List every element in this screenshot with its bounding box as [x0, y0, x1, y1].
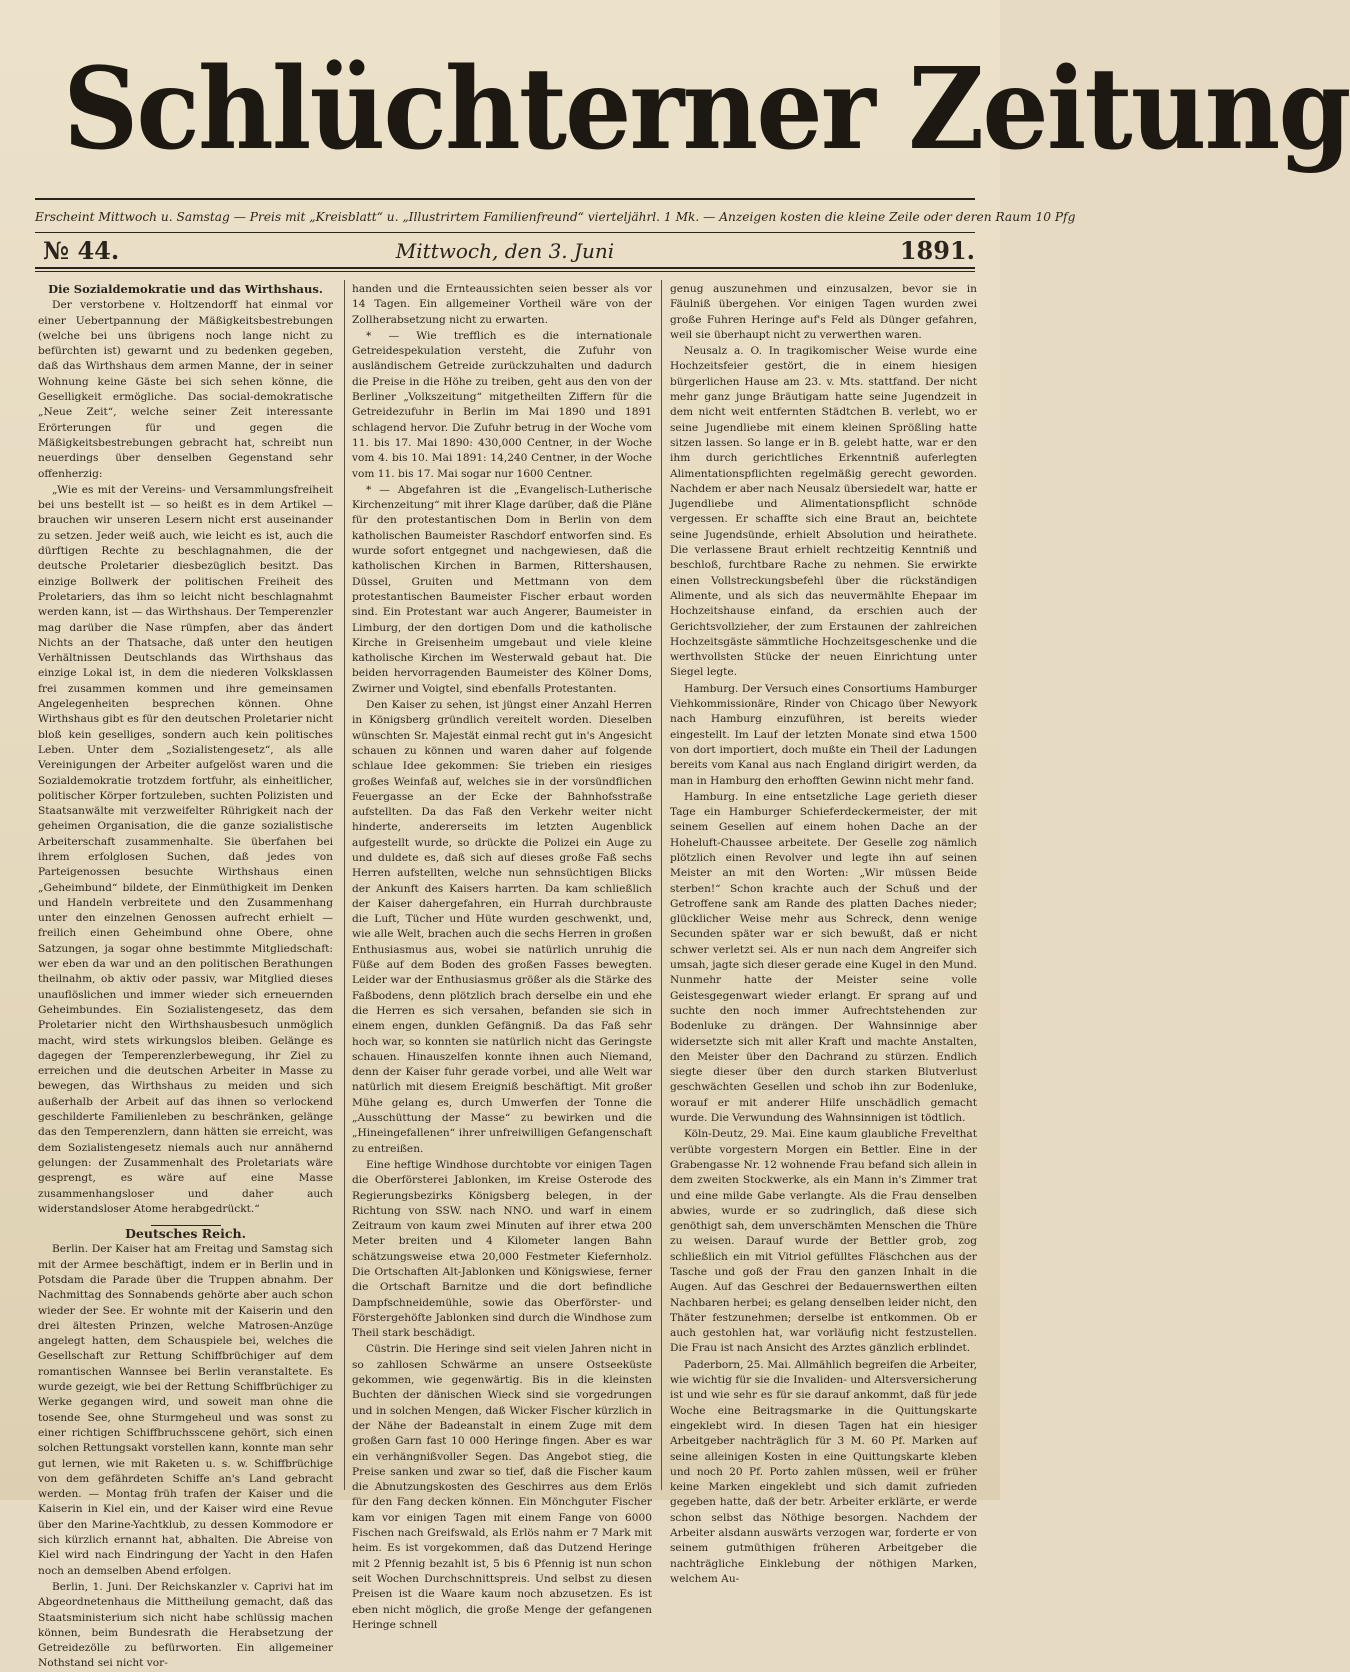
column-divider	[344, 280, 345, 1490]
article-paragraph: handen und die Ernteaussichten seien besser als vor 14 Tagen. Ein allgemeiner Vortheil wäre von der Zollherabsetzung nicht zu erwarten.	[352, 283, 652, 326]
section-heading: Deutsches Reich.	[125, 1226, 246, 1242]
dateline	[35, 236, 975, 266]
article-headline: Die Sozialdemokratie und das Wirthshaus.	[48, 282, 323, 296]
article-paragraph: Hamburg. Der Versuch eines Consortiums Hamburger Viehkommissionäre, Rinder von Chicago über Newyork nach Hamburg einzuführen, ist bereits wieder eingestellt. Im Lauf der letzten Monate sind etwa 1500 von dort importiert, doch mußte ein Theil der Ladungen bereits vom Kanal aus nach England dirigirt werden, da man in Hamburg den erhofften Gewinn nicht mehr fand.	[670, 682, 977, 787]
masthead-rule	[35, 198, 975, 200]
dateline-rule	[35, 267, 975, 269]
article-paragraph: Der verstorbene v. Holtzendorff hat einmal vor einer Uebertpannung der Mäßigkeitsbestrebungen (welche bei uns übrigens noch lange nicht zu befürchten ist) gewarnt und zu bedenken gegeben, daß das Wirthshaus dem armen Manne, der in seiner Wohnung keine Gäste bei sich sehen könne, die Geselligkeit ermögliche. Das social-demokratische „Neue Zeit“, welche seiner Zeit interessante Erörterungen für und gegen die Mäßigkeitsbestrebungen gebracht hat, schreibt nun neuerdings über denselben Gegenstand sehr offenherzig:	[38, 299, 333, 480]
article-paragraph: Cüstrin. Die Heringe sind seit vielen Jahren nicht in so zahllosen Schwärme an unsere Ostseeküste gekommen, wie gegenwärtig. Bis in die kleinsten Buchten der dänischen Wieck sind sie vorgedrungen und in solchen Mengen, daß Wicker Fischer kürzlich in der Nähe der Badeanstalt in einem Zuge mit dem großen Garn fast 10 000 Heringe fingen. Aber es war ein verhängnißvoller Segen. Das Angebot stieg, die Preise sanken und zwar so tief, daß die Fischer kaum die Abnutzungskosten des Geschirres aus dem Erlös für den Fang decken können. Ein Mönchguter Fischer kam vor einigen Tagen mit einem Fange von 6000 Fischen nach Greifswald, als Erlös nahm er 7 Mark mit heim. Es ist vorgekommen, daß das Dutzend Heringe mit 2 Pfennig bezahlt ist, 5 bis 6 Pfennig ist nun schon seit Wochen Durchschnittspreis. Und selbst zu diesen Preisen ist die Waare kaum noch abzusetzen. Es ist eben nicht möglich, die große Menge der gefangenen Heringe schnell	[352, 1343, 652, 1631]
article-paragraph: Köln-Deutz, 29. Mai. Eine kaum glaubliche Frevelthat verübte vorgestern Morgen ein Bettler. Eine in der Grabengasse Nr. 12 wohnende Frau befand sich allein in dem zweiten Stockwerke, als ein Mann in's Zimmer trat und eine milde Gabe verlangte. Als die Frau denselben abwies, wurde er so zudringlich, daß diese sich genöthigt sah, dem unverschämten Menschen die Thüre zu weisen. Darauf wurde der Bettler grob, zog schließlich ein mit Vitriol gefülltes Fläschchen aus der Tasche und goß der Frau den ganzen Inhalt in die Augen. Auf das Geschrei der Bedauernswerthen eilten Nachbaren herbei; es gelang denselben leider nicht, den Thäter festzunehmen; derselbe ist entkommen. Ob er auch gestohlen hat, war vorläufig nicht festzustellen. Die Frau ist nach Ansicht des Arztes gänzlich erblindet.	[670, 1128, 977, 1355]
article-paragraph: Eine heftige Windhose durchtobte vor einigen Tagen die Oberförsterei Jablonken, im Kreise Osterode des Regierungsbezirks Königsberg belegen, in der Richtung von SSW. nach NNO. und warf in einem Zeitraum von kaum zwei Minuten auf ihrer etwa 200 Meter breiten und 4 Kilometer langen Bahn schätzungsweise etwa 20,000 Festmeter Kiefernholz. Die Ortschaften Alt-Jablonken und Königswiese, ferner die Ortschaft Barnitze und die dort befindliche Dampfschneidemühle, sowie das Oberförster- und Förstergehöfte Jablonken sind durch die Windhose zum Theil stark beschädigt.	[352, 1158, 652, 1340]
article-paragraph: Hamburg. In eine entsetzliche Lage gerieth dieser Tage ein Hamburger Schieferdeckermeister, der mit seinem Gesellen auf einem hohen Dache an der Hoheluft-Chaussee arbeitete. Der Geselle zog nämlich plötzlich einen Revolver und legte ihn auf seinen Meister an mit den Worten: „Wir müssen Beide sterben!“ Schon krachte auch der Schuß und der Getroffene sank am Rande des platten Daches nieder; glücklicher Weise mehr aus Schreck, denn wenige Secunden später war er sich bewußt, daß er nicht schwer verletzt sei. Als er nun nach dem Angreifer sich umsah, jagte sich dieser gerade eine Kugel in den Mund. Nunmehr hatte der Meister seine volle Geistesgegenwart wieder erlangt. Er sprang auf und suchte den noch immer Aufrechtstehenden zur Bodenluke zu drängen. Der Wahnsinnige aber widersetzte sich mit aller Kraft und machte Anstalten, den Meister über den Dachrand zu stürzen. Endlich siegte dieser über den durch starken Blutverlust geschwächten Gesellen und schob ihn zur Bodenluke, worauf er mit anderer Hilfe unschädlich gemacht wurde. Die Verwundung des Wahnsinnigen ist tödtlich.	[670, 790, 977, 1125]
subscription-info-line: Erscheint Mittwoch u. Samstag — Preis mit „Kreisblatt“ u. „Illustrirtem Familienfreund“ vierteljährl. 1 Mk. — Anzeigen kosten die kleine Zeile oder deren Raum 10 Pfg	[35, 210, 1076, 224]
article-paragraph: Den Kaiser zu sehen, ist jüngst einer Anzahl Herren in Königsberg gründlich vereitelt worden. Dieselben wünschten Sr. Majestät einmal recht gut in's Angesicht schauen zu können und waren daher auf folgende schlaue Idee gekommen: Sie trieben ein riesiges großes Weinfaß auf, welches sie in der vorsündflichen Feuergasse an der Ecke der Bahnhofsstraße aufstellten. Da das Faß den Verkehr weiter nicht hinderte, andererseits im letzten Augenblick aufgestellt wurde, so drückte die Polizei ein Auge zu und duldete es, daß sich auf dieses große Faß sechs Herren aufstellten, welche nun sehnsüchtigen Blicks der Ankunft des Kaisers harrten. Da kam schließlich der Kaiser dahergefahren, ein Hurrah durchbrauste die Luft, Tücher und Hüte wurden geschwenkt, und, wie alle Welt, brachen auch die sechs Herren in großen Enthusiasmus aus, wobei sie natürlich unruhig die Füße auf dem Boden des großen Fasses bewegten. Leider war der Enthusiasmus größer als die Stärke des Faßbodens, denn plötzlich brach derselbe ein und ehe die Herren es sich versahen, befanden sie sich in einem engen, dunklen Gefängniß. Da das Faß sehr hoch war, so konnten sie natürlich nicht das Geringste schauen. Hinauszelfen konnte ihnen auch Niemand, denn der Kaiser fuhr gerade vorbei, und alle Welt war natürlich mit diesem Ereigniß beschäftigt. Mit großer Mühe gelang es, durch Umwerfen der Tonne die „Ausschüttung der Masse“ zu bewirken und die „Hineingefallenen“ ihrer unfreiwilligen Gefangenschaft zu entreißen.	[352, 699, 652, 1155]
column-2	[352, 282, 652, 1631]
article-paragraph: * — Wie trefflich es die internationale Getreidespekulation versteht, die Zufuhr von ausländischem Getreide zurückzuhalten und dadurch die Preise in die Höhe zu treiben, geht aus den von der Berliner „Volkszeitung“ mitgetheilten Ziffern für die Getreidezufuhr in Berlin im Mai 1890 und 1891 schlagend hervor. Die Zufuhr betrug in der Woche vom 11. bis 17. Mai 1890: 430,000 Centner, in der Woche vom 4. bis 10. Mai 1891: 14,240 Centner, in der Woche vom 11. bis 17. Mai sogar nur 1600 Centner.	[352, 329, 652, 480]
article-paragraph: Paderborn, 25. Mai. Allmählich begreifen die Arbeiter, wie wichtig für sie die Invaliden- und Altersversicherung ist und wie sehr es für sie darauf ankommt, daß für jede Woche eine Beitragsmarke in die Quittungskarte eingeklebt wird. In diesen Tagen hat ein hiesiger Arbeitgeber nachträglich für 3 M. 60 Pf. Marken auf seine alleinigen Kosten in eine Quittungskarte kleben und noch 20 Pf. Porto zahlen müssen, weil er früher keine Marken eingeklebt und sich damit zufrieden gegeben hatte, daß der betr. Arbeiter erklärte, er werde schon selbst das Nöthige besorgen. Nachdem der Arbeiter alsdann auswärts verzogen war, forderte er von seinem gutmüthigen früheren Arbeitgeber die nachträgliche Einklebung der nöthigen Marken, welchem Au-	[670, 1358, 977, 1585]
dateline-rule-thin	[35, 271, 975, 272]
info-rule	[35, 232, 975, 233]
column-divider	[661, 280, 662, 1490]
issue-year: 1891.	[899, 236, 975, 265]
newspaper-masthead: Schlüchterner Zeitung	[63, 44, 1350, 175]
issue-number: № 44.	[43, 236, 120, 265]
article-paragraph: * — Abgefahren ist die „Evangelisch-Lutherische Kirchenzeitung“ mit ihrer Klage darüber, daß die Pläne für den protestantischen Dom in Berlin von dem katholischen Baumeister Raschdorf entworfen sind. Es wurde sofort entgegnet und nachgewiesen, daß die katholischen Kirchen in Barmen, Rittershausen, Düssel, Gruiten und Mettmann von dem protestantischen Baumeister Fischer erbaut worden sind. Ein Protestant war auch Angerer, Baumeister in Limburg, der den dortigen Dom und die katholische Kirche in Greisenheim umgebaut und viele kleine katholische Kirchen im Westerwald gebaut hat. Die beiden hervorragenden Baumeister des Kölner Doms, Zwirner und Voigtel, sind ebenfalls Protestanten.	[352, 483, 652, 695]
column-1	[38, 282, 333, 1670]
issue-date: Mittwoch, den 3. Juni	[395, 239, 615, 263]
column-3	[670, 282, 977, 1585]
article-paragraph: genug auszunehmen und einzusalzen, bevor sie in Fäulniß übergehen. Vor einigen Tagen wurden zwei große Fuhren Heringe auf's Feld als Dünger gefahren, weil sie überhaupt nicht zu verwerthen waren.	[670, 283, 977, 341]
article-paragraph: Berlin, 1. Juni. Der Reichskanzler v. Caprivi hat im Abgeordnetenhaus die Mittheilung gemacht, daß das Staatsministerium sich nicht habe schlüssig machen können, beim Bundesrath die Herabsetzung der Getreidezölle zu befürworten. Ein allgemeiner Nothstand sei nicht vor-	[38, 1580, 333, 1670]
article-paragraph: „Wie es mit der Vereins- und Versammlungsfreiheit bei uns bestellt ist — so heißt es in dem Artikel — brauchen wir unseren Lesern nicht erst auseinander zu setzen. Jeder weiß auch, wie leicht es ist, auch die dürftigen Rechte zu beschlagnahmen, die der deutsche Proletarier diesbezüglich besitzt. Das einzige Bollwerk der politischen Freiheit des Proletariers, das ihm so leicht nicht beschlagnahmt werden kann, ist — das Wirthshaus. Der Temperenzler mag darüber die Nase rümpfen, aber das ändert Nichts an der Thatsache, daß unter den heutigen Verhältnissen Deutschlands das Wirthshaus das einzige Lokal ist, in dem die niederen Volksklassen frei zusammen kommen und ihre gemeinsamen Angelegenheiten besprechen können. Ohne Wirthshaus gibt es für den deutschen Proletarier nicht bloß kein geselliges, sondern auch kein politisches Leben. Unter dem „Sozialistengesetz“, als alle Vereinigungen der Arbeiter aufgelöst waren und die Sozialdemokratie trotzdem fortfuhr, als einheitlicher, politischer Körper fortzuleben, suchten Polizisten und Staatsanwälte mit verzweifelter Rührigkeit nach der geheimen Organisation, die die ganze sozialistische Arbeiterschaft zusammenhalte. Sie überfahen bei ihrem erfolglosen Suchen, daß jedes von Parteigenossen besuchte Wirthshaus einen „Geheimbund“ bildete, der Einmüthigkeit im Denken und Handeln verbreitete und den Zusammenhang unter den einzelnen Genossen aufrecht erhielt — freilich einen Geheimbund ohne Obere, ohne Satzungen, ja sogar ohne bestimmte Mitgliedschaft: wer eben da war und an den politischen Berathungen theilnahm, ob aktiv oder passiv, war Mitglied dieses unauflöslichen und immer wieder sich erneuernden Geheimbundes. Ein Sozialistengesetz, das dem Proletarier nicht den Wirthshausbesuch unmöglich macht, wird stets wirkungslos bleiben. Gelänge es dagegen der Temperenzlerbewegung, ihr Ziel zu erreichen und die deutschen Arbeiter in Masse zu bewegen, das Wirthshaus zu meiden und sich außerhalb der Arbeit auf das ihnen so verlockend geschilderte Familienleben zu beschränken, gelänge das den Temperenzlern, dann hätten sie erreicht, was dem Sozialistengesetz niemals auch nur annähernd gelungen: der Zusammenhalt des Proletariats wäre gesprengt, es wäre auf eine Masse zusammenhangsloser und daher auch widerstandsloser Atome herabgedrückt.“	[38, 483, 333, 1215]
article-paragraph: Berlin. Der Kaiser hat am Freitag und Samstag sich mit der Armee beschäftigt, indem er in Berlin und in Potsdam die Parade über die Truppen abnahm. Der Nachmittag des Sonnabends gehörte aber auch schon wieder der See. Er wohnte mit der Kaiserin und den drei ältesten Prinzen, welche Matrosen-Anzüge angelegt hatten, dem Schauspiele bei, welches die Gesellschaft zur Rettung Schiffbrüchiger auf dem romantischen Wannsee bei Berlin veranstaltete. Es wurde gezeigt, wie bei der Rettung Schiffbrüchiger zu Werke gegangen wird, und soweit man ohne die tosende See, ohne Sturmgeheul und was sonst zu einer richtigen Schiffbruchsscene gehört, sich einen solchen Rettungsakt vorstellen kann, konnte man sehr gut lernen, wie mit Raketen u. s. w. Schiffbrüchige von dem gefährdeten Schiffe an's Land gebracht werden. — Montag früh trafen der Kaiser und die Kaiserin in Kiel ein, und der Kaiser wird eine Revue über den Marine-Yachtklub, zu dessen Kommodore er sich kürzlich ernannt hat, abhalten. Die Abreise von Kiel wird nach Eindringung der Yacht in den Hafen noch an demselben Abend erfolgen.	[38, 1243, 333, 1577]
article-paragraph: Neusalz a. O. In tragikomischer Weise wurde eine Hochzeitsfeier gestört, die in einem hiesigen bürgerlichen Hause am 23. v. Mts. stattfand. Der nicht mehr ganz junge Bräutigam hatte seine Jugendzeit in dem nicht weit entfernten Städtchen B. verlebt, wo er seine Jugendliebe mit einem kleinen Sprößling hatte sitzen lassen. So lange er in B. gelebt hatte, war er den ihm durch gerichtliches Erkenntniß auferlegten Alimentationspflichten regelmäßig gerecht geworden. Nachdem er aber nach Neusalz übersiedelt war, hatte er Jugendliebe und Alimentationspflicht schnöde vergessen. Er schaffte sich eine Braut an, beichtete seine Jugendsünde, erhielt Absolution und heirathete. Die verlassene Braut erhielt rechtzeitig Kenntniß und beschloß, furchtbare Rache zu nehmen. Sie erwirkte einen Vollstreckungsbefehl über die rückständigen Alimente, und als sich das neuvermählte Ehepaar im Hochzeitshause einfand, da erschien auch der Gerichtsvollzieher, der zum Erstaunen der zahlreichen Hochzeitsgäste sämmtliche Hochzeitsgeschenke und die werthvollsten Stücke der neuen Einrichtung unter Siegel legte.	[670, 345, 977, 679]
